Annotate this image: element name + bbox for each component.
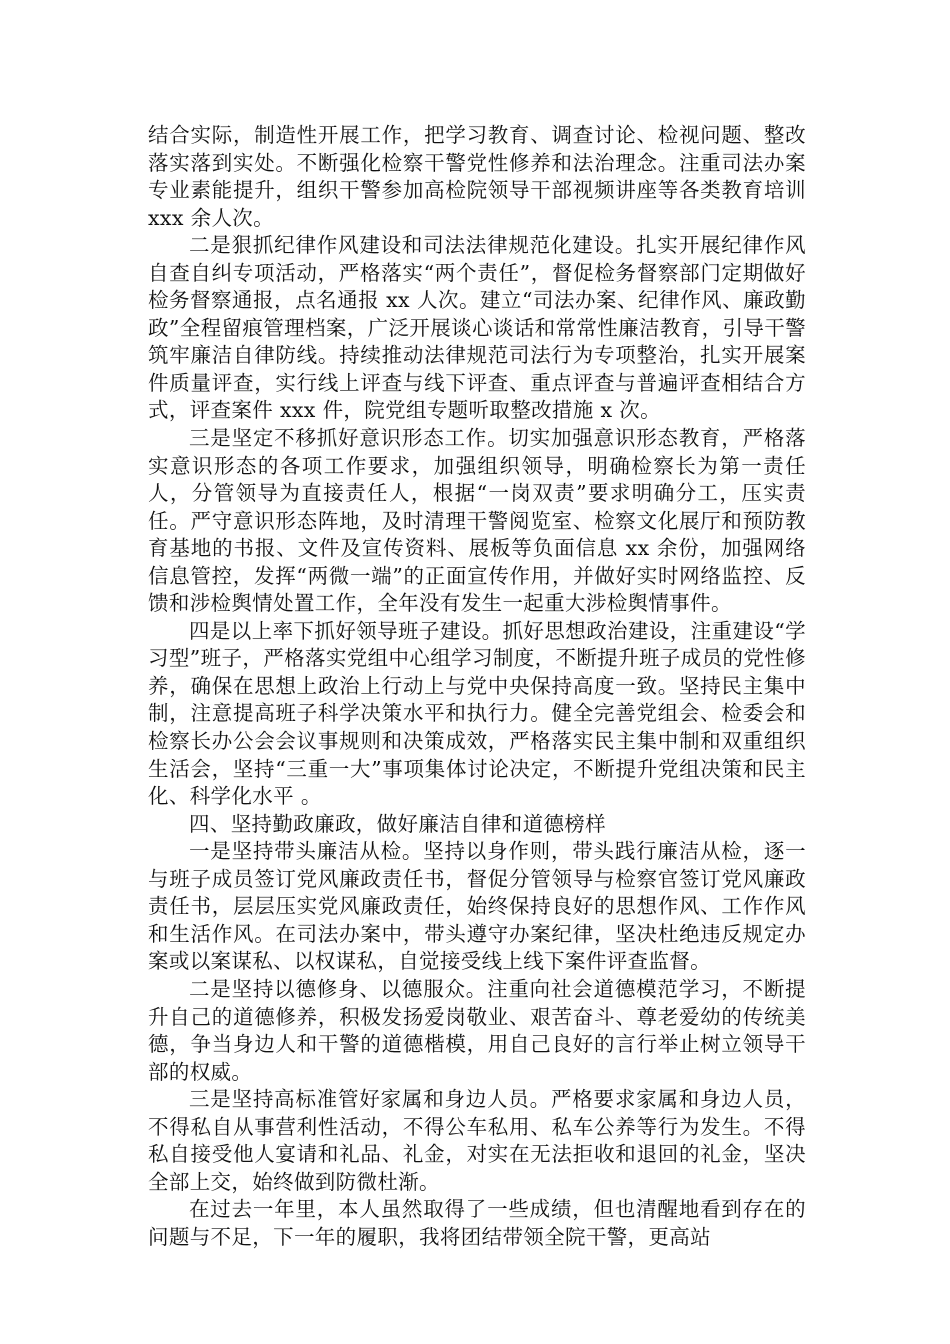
paragraph-ideology-work: 三是坚定不移抓好意识形态工作。切实加强意识形态教育，严格落实意识形态的各项工作要求，加强组织领导，明确检察长为第一责任人，分管领导为直接责任人，根据“一岗双责”要求明确分工，压实责任。严守意识形态阵地，及时清理干警阅览室、检察文化展厅和预防教育基地的书报、文件及宣传资料、展板等负面信息 xx 余份，加强网络信息管控，发挥“两微一端”的正面宣传作用，并做好实时网络监控、反馈和涉检舆情处置工作，全年没有发生一起重大涉检舆情事件。 bbox=[148, 426, 806, 616]
section-heading-integrity: 四、坚持勤政廉政，做好廉洁自律和道德榜样 bbox=[189, 811, 606, 836]
paragraph-leadership-team: 四是以上率下抓好领导班子建设。抓好思想政治建设，注重建设“学习型”班子，严格落实党组中心组学习制度，不断提升班子成员的党性修养，确保在思想上政治上行动上与党中央保持高度一致。坚持民主集中制，注意提高班子科学决策水平和执行力。健全完善党组会、检委会和检察长办公会会议事规则和决策成效，严格落实民主集中制和双重组织生活会，坚持“三重一大”事项集体讨论决定，不断提升党组决策和民主化、科学化水平 。 bbox=[148, 618, 806, 809]
paragraph-closing: 在过去一年里，本人虽然取得了一些成绩，但也清醒地看到存在的问题与不足，下一年的履职，我将团结带领全院干警，更高站 bbox=[148, 1197, 806, 1249]
document-body bbox=[148, 122, 806, 1251]
paragraph-family-management: 三是坚持高标准管好家属和身边人员。严格要求家属和身边人员，不得私自从事营利性活动，不得公车私用、私车公养等行为发生。不得私自接受他人宴请和礼品、礼金，对实在无法拒收和退回的礼金，坚决全部上交，始终做到防微杜渐。 bbox=[148, 1087, 806, 1194]
paragraph-clean-prosecution: 一是坚持带头廉洁从检。坚持以身作则，带头践行廉洁从检，逐一与班子成员签订党风廉政责任书，督促分管领导与检察官签订党风廉政责任书，层层压实党风廉政责任，始终保持良好的思想作风、工作作风和生活作风。在司法办案中，带头遵守办案纪律，坚决杜绝违反规定办案或以案谋私、以权谋私，自觉接受线上线下案件评查监督。 bbox=[148, 839, 806, 974]
paragraph-continuation: 结合实际，制造性开展工作，把学习教育、调查讨论、检视问题、整改落实落到实处。不断强化检察干警党性修养和法治理念。注重司法办案专业素能提升，组织干警参加高检院领导干部视频讲座等各类教育培训 xxx 余人次。 bbox=[148, 123, 806, 230]
paragraph-discipline-style: 二是狠抓纪律作风建设和司法法律规范化建设。扎实开展纪律作风自查自纠专项活动，严格落实“两个责任”，督促检务督察部门定期做好检务督察通报，点名通报 xx 人次。建立“司法办案、纪律作风、廉政勤政”全程留痕管理档案，广泛开展谈心谈话和常常性廉洁教育，引导干警筑牢廉洁自律防线。持续推动法律规范司法行为专项整治，扎实开展案件质量评查，实行线上评查与线下评查、重点评查与普遍评查相结合方式，评查案件 xxx 件，院党组专题听取整改措施 x 次。 bbox=[148, 233, 806, 423]
paragraph-moral-cultivation: 二是坚持以德修身、以德服众。注重向社会道德模范学习，不断提升自己的道德修养，积极发扬爱岗敬业、艰苦奋斗、尊老爱幼的传统美德，争当身边人和干警的道德楷模，用自己良好的言行举止树立领导干部的权威。 bbox=[148, 976, 806, 1084]
